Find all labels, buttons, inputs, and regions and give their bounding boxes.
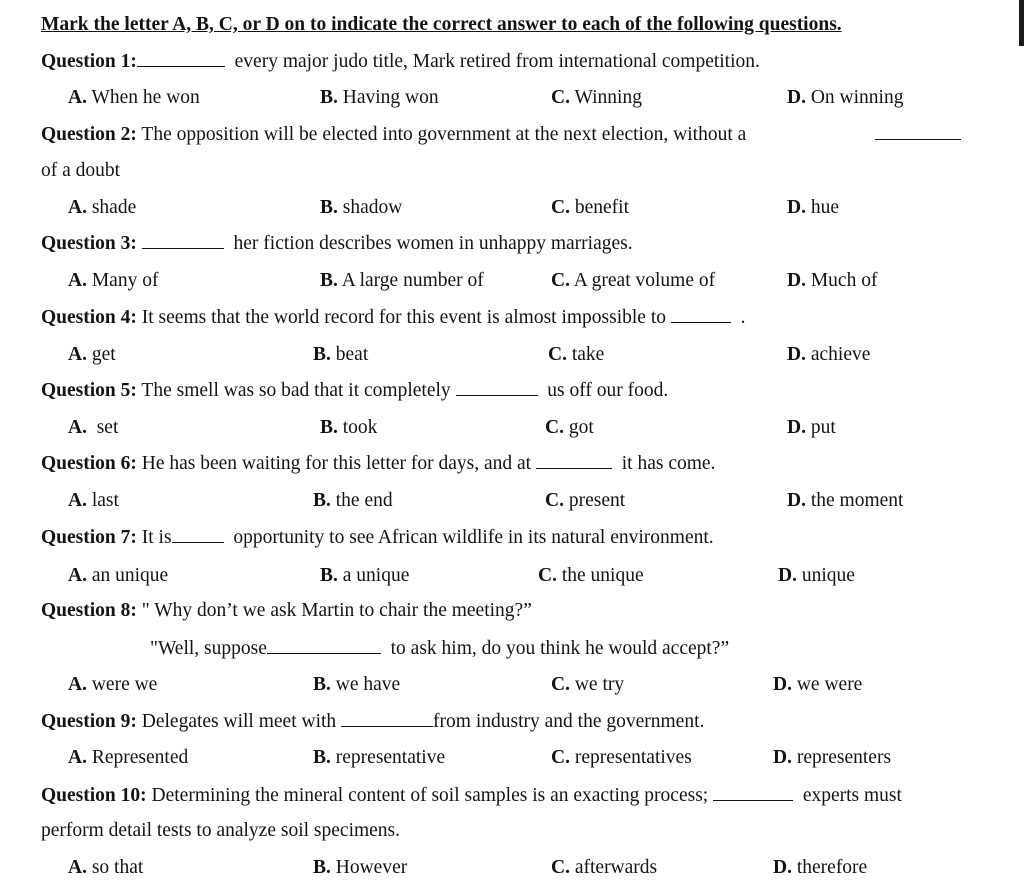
question-label: Question 2:: [41, 124, 137, 145]
answer-blank: [172, 526, 224, 543]
option-d: D. On winning: [787, 87, 904, 108]
answer-blank: [142, 232, 224, 249]
option-b: B. beat: [313, 344, 369, 365]
option-b: B. Having won: [320, 87, 439, 108]
question-text-end: opportunity to see African wildlife in its natural environment.: [233, 527, 714, 548]
question-text-end: .: [740, 307, 746, 328]
question-10-stem: [41, 784, 902, 808]
answer-blank: [137, 50, 225, 67]
question-5-stem: [41, 379, 668, 403]
option-c: C. we try: [551, 674, 625, 695]
question-3-stem: [41, 232, 633, 256]
option-a: A. Many of: [68, 270, 159, 291]
answer-blank: [341, 710, 433, 727]
answer-blank: [713, 784, 793, 801]
question-label: Question 3:: [41, 233, 137, 254]
answer-blank: [671, 306, 731, 323]
question-2-stem-line2: of a doubt: [41, 160, 121, 181]
option-a: A. get: [68, 344, 116, 365]
option-d: D. therefore: [773, 857, 868, 878]
option-c: C. benefit: [551, 197, 629, 218]
instruction-heading: Mark the letter A, B, C, or D on to indicate the correct answer to each of the following questions.: [41, 14, 842, 35]
option-a: A. set: [68, 417, 119, 438]
option-c: C. got: [545, 417, 594, 438]
option-c: C. Winning: [551, 87, 642, 108]
question-text: The smell was so bad that it completely: [141, 380, 451, 401]
option-d: D. put: [787, 417, 836, 438]
option-d: D. the moment: [787, 490, 904, 511]
question-label: Question 5:: [41, 380, 137, 401]
option-b: B. we have: [313, 674, 401, 695]
question-text-end: us off our food.: [547, 380, 669, 401]
question-text-end: from industry and the government.: [433, 711, 705, 732]
question-text: " Why don’t we ask Martin to chair the meeting?”: [141, 600, 532, 621]
question-text: Delegates will meet with: [141, 711, 337, 732]
option-a: A. an unique: [68, 565, 169, 586]
option-a: A. so that: [68, 857, 144, 878]
option-b: B. a unique: [320, 565, 410, 586]
option-b: B. the end: [313, 490, 393, 511]
question-4-stem: [41, 306, 746, 330]
question-label: Question 6:: [41, 453, 137, 474]
question-10-stem-line2: perform detail tests to analyze soil specimens.: [41, 820, 401, 841]
question-2-stem: [41, 123, 746, 147]
question-label: Question 10:: [41, 785, 147, 806]
question-text: every major judo title, Mark retired from international competition.: [234, 51, 760, 72]
option-c: C. present: [545, 490, 626, 511]
question-text: He has been waiting for this letter for days, and at: [141, 453, 532, 474]
option-c: C. afterwards: [551, 857, 658, 878]
question-label: Question 8:: [41, 600, 137, 621]
question-label: Question 7:: [41, 527, 137, 548]
option-c: C. representatives: [551, 747, 692, 768]
option-b: B. However: [313, 857, 408, 878]
question-text-end: it has come.: [621, 453, 716, 474]
question-label: Question 4:: [41, 307, 137, 328]
option-d: D. unique: [778, 565, 855, 586]
answer-blank: [267, 637, 381, 654]
option-b: B. took: [320, 417, 378, 438]
option-a: A. Represented: [68, 747, 189, 768]
question-text: It is: [141, 527, 172, 548]
option-a: A. last: [68, 490, 119, 511]
question-7-stem: [41, 526, 714, 550]
question-text: It seems that the world record for this event is almost impossible to: [141, 307, 666, 328]
question-text: Determining the mineral content of soil samples is an exacting process;: [151, 785, 709, 806]
question-label: Question 1:: [41, 51, 137, 72]
reply-text: "Well, suppose: [150, 638, 267, 659]
option-d: D. Much of: [787, 270, 878, 291]
question-8-stem: [41, 599, 532, 623]
option-a: A. were we: [68, 674, 158, 695]
option-a: A. When he won: [68, 87, 200, 108]
option-b: B. shadow: [320, 197, 403, 218]
question-text: The opposition will be elected into government at the next election, without a: [141, 124, 747, 145]
answer-blank: [536, 452, 612, 469]
question-text-end: experts must: [802, 785, 902, 806]
option-b: B. A large number of: [320, 270, 484, 291]
option-d: D. hue: [787, 197, 839, 218]
answer-blank: [875, 123, 961, 140]
reply-text-end: to ask him, do you think he would accept?”: [390, 638, 730, 659]
page-edge-bar: [1019, 0, 1024, 46]
option-a: A. shade: [68, 197, 137, 218]
question-text: her fiction describes women in unhappy marriages.: [233, 233, 633, 254]
question-2-blank: [875, 123, 961, 147]
option-c: C. the unique: [538, 565, 644, 586]
question-label: Question 9:: [41, 711, 137, 732]
option-d: D. achieve: [787, 344, 871, 365]
option-d: D. representers: [773, 747, 892, 768]
question-6-stem: [41, 452, 715, 476]
question-1-stem: [41, 50, 760, 74]
option-c: C. take: [548, 344, 605, 365]
option-b: B. representative: [313, 747, 446, 768]
answer-blank: [456, 379, 538, 396]
option-d: D. we were: [773, 674, 863, 695]
option-c: C. A great volume of: [551, 270, 716, 291]
question-9-stem: [41, 710, 704, 734]
question-8-reply: [150, 637, 729, 661]
